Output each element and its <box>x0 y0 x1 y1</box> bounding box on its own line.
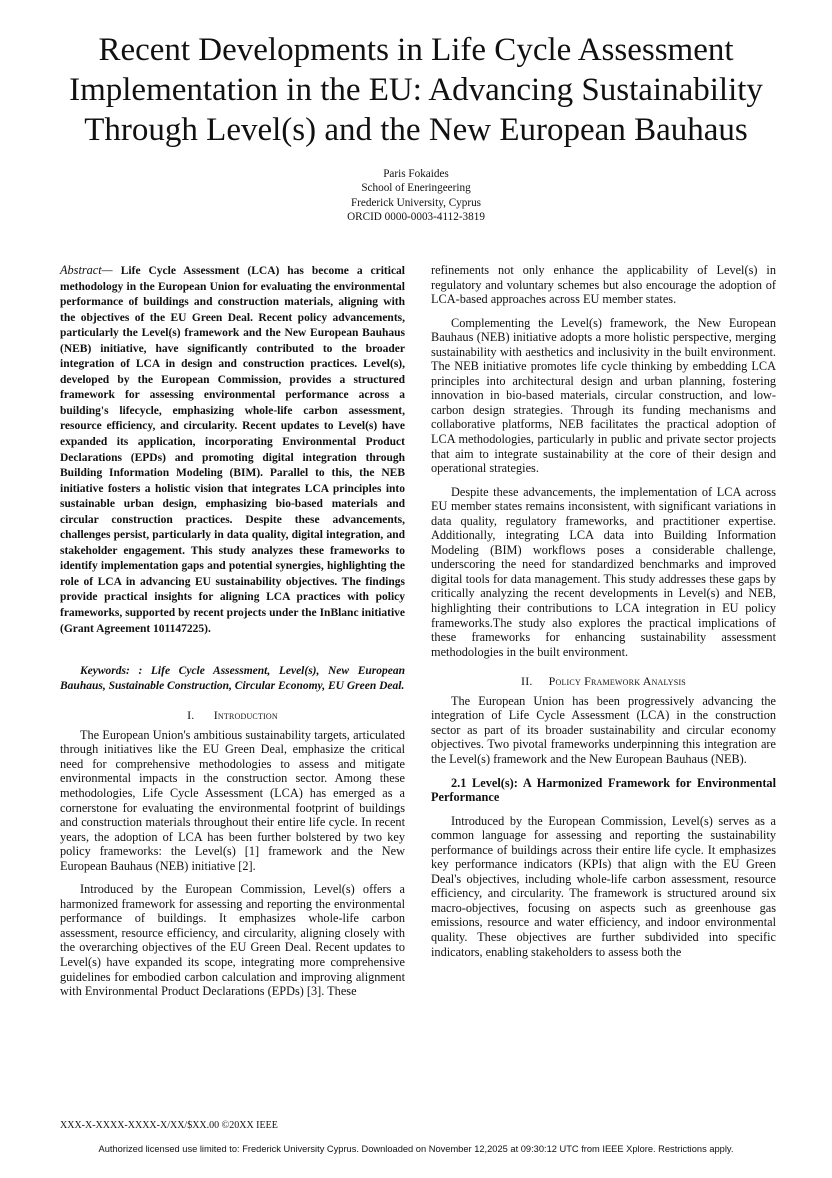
intro-paragraph-3: Complementing the Level(s) framework, the New European Bauhaus (NEB) initiative adopts a more holistic perspective, merging sustainability with aesthetics and inclusivity in the built environment. The NEB initiative promotes life cycle thinking by embedding LCA principles into architectural design and urban planning, fostering innovation in bio-based materials, circular construction, and low-carbon design strategies. Through its funding mechanisms and collaborative platforms, NEB facilitates the practical adoption of LCA methodologies, particularly in public and private sector projects that aim to integrate sustainability at the core of their design and operational strategies. <box>431 315 776 476</box>
left-column <box>60 263 405 999</box>
author-block <box>266 167 566 225</box>
levels-paragraph-1: Introduced by the European Commission, Level(s) serves as a common language for assessing and reporting the sustainability performance of buildings across their entire life cycle. It emphasizes key performance indicators (KPIs) that align with the EU Green Deal's objectives, including whole-life carbon assessment, resource efficiency, and circularity. The framework is structured around six macro-objectives, focusing on aspects such as greenhouse gas emissions, resource and water efficiency, and indoor environmental quality. These objectives are further subdivided into specific indicators, enabling stakeholders to assess both the <box>431 813 776 959</box>
abstract-label: Abstract— <box>60 263 113 277</box>
copyright-code: XXX-X-XXXX-XXXX-X/XX/$XX.00 ©20XX IEEE <box>60 1120 278 1131</box>
author-orcid: ORCID 0000-0003-4112-3819 <box>347 211 485 224</box>
policy-paragraph-1: The European Union has been progressively advancing the integration of Life Cycle Assessment (LCA) in the construction sector as part of its broader sustainability and circular economy objectives. Two pivotal frameworks underpinning this integration are the Level(s) framework and the New European Bauhaus (NEB). <box>431 693 776 766</box>
paper-title: Recent Developments in Life Cycle Assessment Implementation in the EU: Advancing Sustainability Through Level(s) and the New European Bauhaus <box>69 32 763 148</box>
author-name: Paris Fokaides <box>383 168 449 180</box>
intro-paragraph-2-continued: refinements not only enhance the applicability of Level(s) in regulatory and voluntary schemes but also encourage the adoption of LCA-based approaches across EU member states. <box>431 263 776 307</box>
section-heading-introduction: I. Introduction <box>187 708 278 723</box>
abstract-text: Life Cycle Assessment (LCA) has become a critical methodology in the European Union for evaluating the environmental performance of buildings and construction materials, aligning with the objectives of the EU Green Deal. Recent policy advancements, particularly the Level(s) framework and the New European Bauhaus (NEB) initiative, have significantly contributed to the broader integration of LCA in design and construction practices. Level(s), developed by the European Commission, provides a structured framework for assessing environmental performance across a building's lifecycle, emphasizing whole-life carbon assessment, resource efficiency, and circularity. Recent updates to Level(s) have expanded its application, incorporating Environmental Product Declarations (EPDs) and promoting digital integration through Building Information Modeling (BIM). Parallel to this, the NEB initiative fosters a holistic vision that integrates LCA principles into sustainable urban design, emphasizing bio-based materials and circular construction practices. Despite these advancements, challenges persist, particularly in data quality, digital integration, and stakeholder engagement. This study analyzes these frameworks to identify implementation gaps and potential synergies, highlighting the role of LCA in advancing EU sustainability objectives. The findings provide practical insights for aligning LCA practices with policy frameworks, supported by recent projects under the InBlanc initiative (Grant Agreement 101147225). <box>60 265 405 635</box>
intro-paragraph-1: The European Union's ambitious sustainability targets, articulated through initiatives like the EU Green Deal, emphasize the critical need for comprehensive methodologies to assess and mitigate environmental impacts in the construction sector. Among these methodologies, Life Cycle Assessment (LCA) has emerged as a cornerstone for evaluating the environmental footprint of buildings and construction materials throughout their entire life cycle. In recent years, the adoption of LCA has been further bolstered by two key policy frameworks: the Level(s) [1] framework and the New European Bauhaus (NEB) initiative [2]. <box>60 727 405 873</box>
intro-paragraph-4: Despite these advancements, the implementation of LCA across EU member states remains inconsistent, with significant variations in data quality, regulatory frameworks, and practitioner expertise. Additionally, integrating LCA data into Building Information Modeling (BIM) workflows poses a considerable challenge, underscoring the need for standardized benchmarks and improved digital tools for data management. This study addresses these gaps by critically analyzing the recent developments in Level(s) and NEB, highlighting their contributions to LCA integration in EU policy frameworks.The study also explores the practical implications of these frameworks for enhancing sustainability assessment methodologies in the built environment. <box>431 484 776 659</box>
author-department: School of Eneringeering <box>361 182 471 195</box>
subsection-heading-levels: 2.1 Level(s): A Harmonized Framework for Environmental Performance <box>431 775 776 805</box>
keywords: Keywords: : Life Cycle Assessment, Level(s), New European Bauhaus, Sustainable Construction, Circular Economy, EU Green Deal. <box>60 665 405 692</box>
author-affiliation: Frederick University, Cyprus <box>350 196 482 209</box>
section-heading-policy: II. Policy Framework Analysis <box>521 674 686 689</box>
abstract <box>60 263 405 636</box>
intro-paragraph-2: Introduced by the European Commission, Level(s) offers a harmonized framework for assessing and reporting the environmental performance of buildings. It emphasizes whole-life carbon assessment, resource efficiency, and circularity, aligning closely with the overarching objectives of the EU Green Deal. Recent updates to Level(s) have expanded its scope, integrating more comprehensive guidelines for embodied carbon calculation and improving alignment with Environmental Product Declarations (EPDs) [3]. These <box>60 882 405 999</box>
right-column <box>431 263 776 959</box>
license-notice: Authorized licensed use limited to: Frederick University Cyprus. Downloaded on November 12,2025 at 09:30:12 UTC from IEEE Xplore. Restrictions apply. <box>98 1144 734 1154</box>
